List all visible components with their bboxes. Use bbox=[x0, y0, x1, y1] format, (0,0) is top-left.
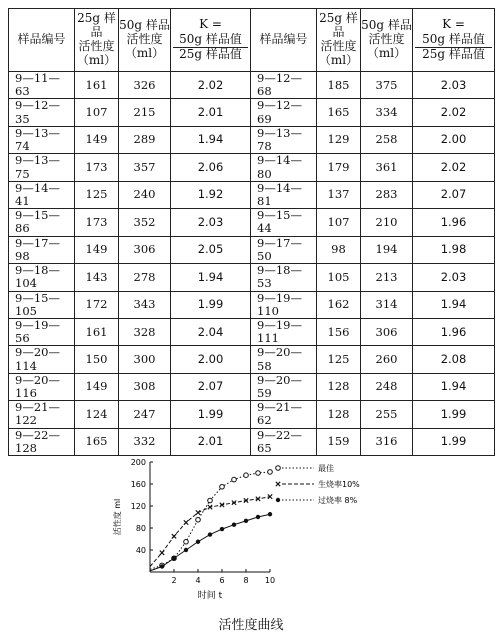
activity-50g-cell: 316 bbox=[361, 428, 413, 455]
activity-25g-cell: 125 bbox=[317, 346, 361, 373]
activity-25g-cell: 107 bbox=[317, 209, 361, 236]
header-activity-50g-right: 50g 样品 活性度 （ml） bbox=[361, 9, 413, 72]
activity-25g-cell: 162 bbox=[317, 291, 361, 318]
table-row bbox=[9, 373, 495, 400]
table-row bbox=[9, 126, 495, 153]
sample-id-cell: 9—20—116 bbox=[9, 373, 75, 400]
sample-id-cell: 9—14—41 bbox=[9, 181, 75, 208]
activity-25g-cell: 124 bbox=[75, 401, 119, 428]
data-point bbox=[220, 484, 225, 489]
y-tick-label: 40 bbox=[135, 546, 146, 555]
activity-table-section bbox=[8, 8, 494, 456]
header-activity-25g: 25g 样品 活性度 （ml） bbox=[75, 9, 119, 72]
table-body bbox=[9, 72, 495, 456]
activity-50g-cell: 343 bbox=[119, 291, 171, 318]
activity-25g-cell: 149 bbox=[75, 236, 119, 263]
activity-25g-cell: 149 bbox=[75, 373, 119, 400]
activity-25g-cell: 128 bbox=[317, 373, 361, 400]
sample-id-cell: 9—17—50 bbox=[251, 236, 317, 263]
activity-25g-cell: 172 bbox=[75, 291, 119, 318]
data-point bbox=[172, 556, 176, 560]
k-ratio-cell: 1.99 bbox=[171, 401, 251, 428]
sample-id-cell: 9—20—58 bbox=[251, 346, 317, 373]
activity-50g-cell: 289 bbox=[119, 126, 171, 153]
data-point bbox=[256, 515, 260, 519]
sample-id-cell: 9—11—63 bbox=[9, 72, 75, 99]
y-axis-label: 活性度 ml bbox=[113, 498, 122, 536]
activity-50g-cell: 328 bbox=[119, 318, 171, 345]
data-point bbox=[256, 471, 261, 476]
activity-50g-cell: 375 bbox=[361, 72, 413, 99]
activity-50g-cell: 361 bbox=[361, 154, 413, 181]
data-point bbox=[268, 470, 273, 475]
k-ratio-cell: 2.03 bbox=[413, 72, 495, 99]
table-row bbox=[9, 209, 495, 236]
activity-50g-cell: 332 bbox=[119, 428, 171, 455]
data-point bbox=[184, 520, 188, 524]
activity-25g-cell: 105 bbox=[317, 264, 361, 291]
activity-25g-cell: 98 bbox=[317, 236, 361, 263]
activity-50g-cell: 255 bbox=[361, 401, 413, 428]
sample-id-cell: 9—18—53 bbox=[251, 264, 317, 291]
data-point bbox=[244, 519, 248, 523]
activity-50g-cell: 247 bbox=[119, 401, 171, 428]
table-row bbox=[9, 346, 495, 373]
data-point bbox=[208, 532, 212, 536]
sample-id-cell: 9—21—122 bbox=[9, 401, 75, 428]
k-ratio-cell: 2.06 bbox=[171, 154, 251, 181]
header-sample-id-right: 样品编号 bbox=[251, 9, 317, 72]
k-ratio-cell: 2.04 bbox=[171, 318, 251, 345]
chart-caption: 活性度曲线 bbox=[218, 618, 284, 633]
k-ratio-cell: 1.94 bbox=[413, 373, 495, 400]
activity-25g-cell: 125 bbox=[75, 181, 119, 208]
activity-50g-cell: 283 bbox=[361, 181, 413, 208]
x-tick-label: 2 bbox=[171, 576, 177, 585]
k-ratio-cell: 1.98 bbox=[413, 236, 495, 263]
data-point bbox=[232, 523, 236, 527]
activity-50g-cell: 357 bbox=[119, 154, 171, 181]
k-ratio-cell: 2.01 bbox=[171, 99, 251, 126]
activity-curve-chart bbox=[100, 452, 400, 627]
k-ratio-cell: 1.92 bbox=[171, 181, 251, 208]
legend-label: 生烧率10% bbox=[318, 480, 360, 489]
k-ratio-cell: 2.08 bbox=[413, 346, 495, 373]
y-tick-label: 160 bbox=[130, 480, 146, 489]
k-ratio-cell: 2.03 bbox=[171, 209, 251, 236]
sample-id-cell: 9—12—35 bbox=[9, 99, 75, 126]
k-ratio-cell: 2.05 bbox=[171, 236, 251, 263]
header-activity-50g: 50g 样品 活性度 （ml） bbox=[119, 9, 171, 72]
activity-25g-cell: 173 bbox=[75, 209, 119, 236]
table-header-row bbox=[9, 9, 495, 72]
activity-50g-cell: 213 bbox=[361, 264, 413, 291]
header-k-ratio: K = 50g 样品值 25g 样品值 bbox=[171, 9, 251, 72]
header-k-ratio-right: K = 50g 样品值 25g 样品值 bbox=[413, 9, 495, 72]
data-point bbox=[196, 540, 200, 544]
data-point bbox=[184, 539, 189, 544]
legend-label: 过烧率 8% bbox=[318, 496, 358, 505]
data-point bbox=[160, 551, 164, 555]
legend-marker bbox=[276, 466, 281, 471]
table-row bbox=[9, 72, 495, 99]
series-line-1 bbox=[150, 472, 270, 569]
activity-25g-cell: 185 bbox=[317, 72, 361, 99]
sample-id-cell: 9—19—110 bbox=[251, 291, 317, 318]
sample-id-cell: 9—13—74 bbox=[9, 126, 75, 153]
table-row bbox=[9, 99, 495, 126]
y-tick-label: 120 bbox=[130, 502, 146, 511]
activity-25g-cell: 165 bbox=[75, 428, 119, 455]
activity-25g-cell: 159 bbox=[317, 428, 361, 455]
activity-25g-cell: 129 bbox=[317, 126, 361, 153]
header-sample-id: 样品编号 bbox=[9, 9, 75, 72]
header-activity-25g-right: 25g 样品 活性度 （ml） bbox=[317, 9, 361, 72]
k-ratio-cell: 1.96 bbox=[413, 209, 495, 236]
activity-50g-cell: 194 bbox=[361, 236, 413, 263]
x-tick-label: 8 bbox=[243, 576, 249, 585]
sample-id-cell: 9—20—59 bbox=[251, 373, 317, 400]
table-row bbox=[9, 401, 495, 428]
data-point bbox=[196, 510, 200, 514]
sample-id-cell: 9—13—75 bbox=[9, 154, 75, 181]
y-tick-label: 200 bbox=[130, 458, 146, 467]
k-ratio-cell: 2.03 bbox=[413, 264, 495, 291]
k-ratio-cell: 2.01 bbox=[171, 428, 251, 455]
activity-50g-cell: 306 bbox=[361, 318, 413, 345]
sample-id-cell: 9—14—80 bbox=[251, 154, 317, 181]
sample-id-cell: 9—19—56 bbox=[9, 318, 75, 345]
activity-25g-cell: 165 bbox=[317, 99, 361, 126]
activity-25g-cell: 150 bbox=[75, 346, 119, 373]
sample-id-cell: 9—19—111 bbox=[251, 318, 317, 345]
sample-id-cell: 9—12—69 bbox=[251, 99, 317, 126]
activity-50g-cell: 314 bbox=[361, 291, 413, 318]
data-point bbox=[172, 534, 176, 538]
sample-id-cell: 9—22—128 bbox=[9, 428, 75, 455]
activity-50g-cell: 240 bbox=[119, 181, 171, 208]
activity-50g-cell: 308 bbox=[119, 373, 171, 400]
data-point bbox=[244, 473, 249, 478]
k-ratio-cell: 1.96 bbox=[413, 318, 495, 345]
sample-id-cell: 9—13—78 bbox=[251, 126, 317, 153]
activity-50g-cell: 210 bbox=[361, 209, 413, 236]
activity-50g-cell: 334 bbox=[361, 99, 413, 126]
activity-50g-cell: 260 bbox=[361, 346, 413, 373]
x-tick-label: 6 bbox=[219, 576, 225, 585]
sample-id-cell: 9—15—44 bbox=[251, 209, 317, 236]
sample-id-cell: 9—15—105 bbox=[9, 291, 75, 318]
table-row bbox=[9, 154, 495, 181]
activity-50g-cell: 326 bbox=[119, 72, 171, 99]
k-ratio-cell: 2.02 bbox=[171, 72, 251, 99]
x-axis-label: 时间 t bbox=[197, 591, 223, 601]
activity-25g-cell: 143 bbox=[75, 264, 119, 291]
chart-svg bbox=[100, 452, 400, 617]
legend-marker bbox=[276, 498, 280, 502]
activity-25g-cell: 179 bbox=[317, 154, 361, 181]
activity-25g-cell: 161 bbox=[75, 318, 119, 345]
k-ratio-cell: 1.94 bbox=[413, 291, 495, 318]
data-point bbox=[208, 498, 213, 503]
data-point bbox=[268, 512, 272, 516]
sample-id-cell: 9—20—114 bbox=[9, 346, 75, 373]
data-point bbox=[196, 517, 201, 522]
activity-50g-cell: 215 bbox=[119, 99, 171, 126]
k-ratio-cell: 2.02 bbox=[413, 99, 495, 126]
k-ratio-cell: 2.02 bbox=[413, 154, 495, 181]
activity-25g-cell: 149 bbox=[75, 126, 119, 153]
table-row bbox=[9, 236, 495, 263]
activity-25g-cell: 137 bbox=[317, 181, 361, 208]
series-line-3 bbox=[150, 514, 270, 571]
activity-50g-cell: 258 bbox=[361, 126, 413, 153]
activity-data-table bbox=[8, 8, 495, 456]
activity-50g-cell: 248 bbox=[361, 373, 413, 400]
data-point bbox=[184, 548, 188, 552]
activity-25g-cell: 156 bbox=[317, 318, 361, 345]
sample-id-cell: 9—14—81 bbox=[251, 181, 317, 208]
x-tick-label: 4 bbox=[195, 576, 201, 585]
k-ratio-cell: 1.99 bbox=[413, 428, 495, 455]
k-ratio-cell: 2.00 bbox=[413, 126, 495, 153]
legend-marker bbox=[276, 482, 280, 486]
activity-50g-cell: 278 bbox=[119, 264, 171, 291]
sample-id-cell: 9—15—86 bbox=[9, 209, 75, 236]
activity-50g-cell: 300 bbox=[119, 346, 171, 373]
activity-25g-cell: 128 bbox=[317, 401, 361, 428]
activity-50g-cell: 352 bbox=[119, 209, 171, 236]
table-row bbox=[9, 291, 495, 318]
k-ratio-cell: 2.00 bbox=[171, 346, 251, 373]
activity-25g-cell: 173 bbox=[75, 154, 119, 181]
k-ratio-cell: 1.94 bbox=[171, 126, 251, 153]
legend-label: 最佳 bbox=[318, 464, 334, 473]
activity-50g-cell: 306 bbox=[119, 236, 171, 263]
sample-id-cell: 9—17—98 bbox=[9, 236, 75, 263]
table-row bbox=[9, 181, 495, 208]
activity-25g-cell: 161 bbox=[75, 72, 119, 99]
k-ratio-cell: 2.07 bbox=[413, 181, 495, 208]
data-point bbox=[160, 564, 164, 568]
sample-id-cell: 9—18—104 bbox=[9, 264, 75, 291]
sample-id-cell: 9—21—62 bbox=[251, 401, 317, 428]
table-row bbox=[9, 264, 495, 291]
sample-id-cell: 9—12—68 bbox=[251, 72, 317, 99]
k-ratio-cell: 1.99 bbox=[171, 291, 251, 318]
k-ratio-cell: 1.94 bbox=[171, 264, 251, 291]
y-tick-label: 80 bbox=[135, 524, 146, 533]
data-point bbox=[220, 527, 224, 531]
k-ratio-cell: 2.07 bbox=[171, 373, 251, 400]
data-point bbox=[232, 477, 237, 482]
table-row bbox=[9, 318, 495, 345]
activity-25g-cell: 107 bbox=[75, 99, 119, 126]
x-tick-label: 10 bbox=[264, 576, 276, 585]
k-ratio-cell: 1.99 bbox=[413, 401, 495, 428]
sample-id-cell: 9—22—65 bbox=[251, 428, 317, 455]
